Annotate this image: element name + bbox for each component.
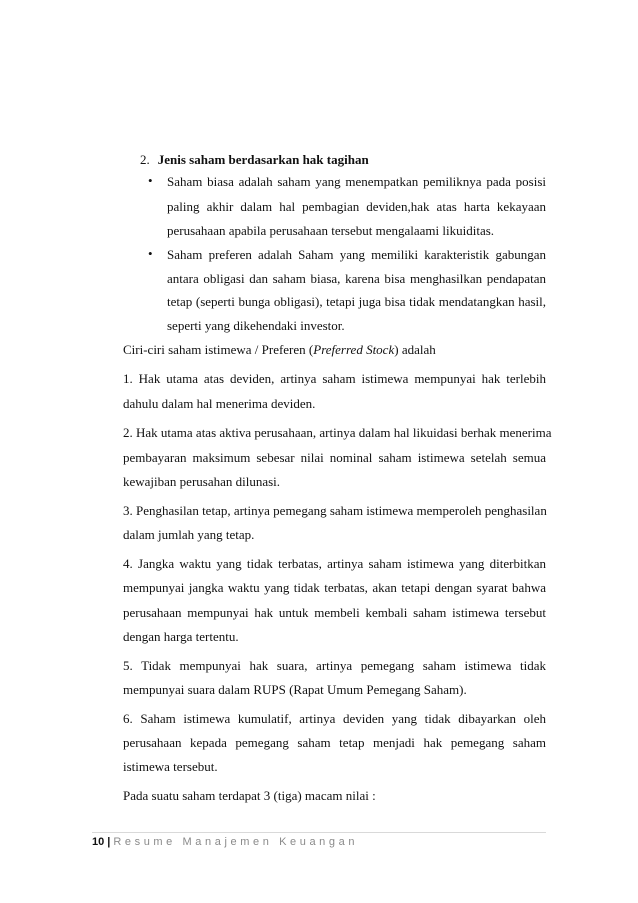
bullet-symbol: • xyxy=(148,173,153,188)
list-item-line: perusahaan kepada pemegang saham tetap menjadi hak pemegang saham xyxy=(123,735,546,750)
closing-paragraph: Pada suatu saham terdapat 3 (tiga) macam nilai : xyxy=(123,788,376,803)
list-item-line: 3. Penghasilan tetap, artinya pemegang saham istimewa memperoleh penghasilan xyxy=(123,503,547,518)
intro-italic-term: Preferred Stock xyxy=(313,342,395,357)
footer-divider xyxy=(92,832,546,833)
section-heading xyxy=(140,152,369,168)
list-item-line: mempunyai suara dalam RUPS (Rapat Umum Pemegang Saham). xyxy=(123,682,467,697)
bullet-line: tetap (seperti bunga obligasi), tetapi juga bisa tidak mendatangkan hasil, xyxy=(167,294,546,309)
intro-text: Ciri-ciri saham istimewa / Preferen ( xyxy=(123,342,314,357)
bullet-line: Saham preferen adalah Saham yang memiliki karakteristik gabungan xyxy=(167,247,546,262)
intro-paragraph xyxy=(123,342,546,358)
section-title: Jenis saham berdasarkan hak tagihan xyxy=(157,152,369,167)
list-item-line: 2. Hak utama atas aktiva perusahaan, artinya dalam hal likuidasi berhak menerima xyxy=(123,425,552,440)
bullet-line: paling akhir dalam hal pembagian deviden,hak atas harta kekayaan xyxy=(167,199,546,214)
section-number: 2. xyxy=(140,152,150,167)
list-item-line: 5. Tidak mempunyai hak suara, artinya pemegang saham istimewa tidak xyxy=(123,658,546,673)
page-footer xyxy=(92,836,358,848)
list-item-line: 1. Hak utama atas deviden, artinya saham istimewa mempunyai hak terlebih xyxy=(123,371,546,386)
list-item-line: mempunyai jangka waktu yang tidak terbatas, akan tetapi dengan syarat bahwa xyxy=(123,580,546,595)
list-item-line: pembayaran maksimum sebesar nilai nominal saham istimewa setelah semua xyxy=(123,450,546,465)
bullet-line: antara obligasi dan saham biasa, karena bisa menghasilkan pendapatan xyxy=(167,271,546,286)
list-item-line: istimewa tersebut. xyxy=(123,759,218,774)
bullet-line: perusahaan apabila perusahaan tersebut mengalaami likuiditas. xyxy=(167,223,495,238)
list-item-line: dahulu dalam hal menerima deviden. xyxy=(123,396,316,411)
list-item-line: kewajiban perusahan dilunasi. xyxy=(123,474,281,489)
list-item-line: perusahaan mempunyai hak untuk membeli kembali saham istimewa tersebut xyxy=(123,605,546,620)
bullet-line: Saham biasa adalah saham yang menempatkan pemiliknya pada posisi xyxy=(167,174,546,189)
list-item-line: 4. Jangka waktu yang tidak terbatas, artinya saham istimewa yang diterbitkan xyxy=(123,556,546,571)
page-number: 10 xyxy=(92,836,105,848)
bullet-symbol: • xyxy=(148,246,153,261)
intro-text-end: ) adalah xyxy=(394,342,436,357)
footer-separator: | xyxy=(107,836,111,848)
list-item-line: 6. Saham istimewa kumulatif, artinya deviden yang tidak dibayarkan oleh xyxy=(123,711,546,726)
footer-title: Resume Manajemen Keuangan xyxy=(113,836,359,848)
bullet-line: seperti yang dikehendaki investor. xyxy=(167,318,345,333)
list-item-line: dengan harga tertentu. xyxy=(123,629,239,644)
list-item-line: dalam jumlah yang tetap. xyxy=(123,527,255,542)
